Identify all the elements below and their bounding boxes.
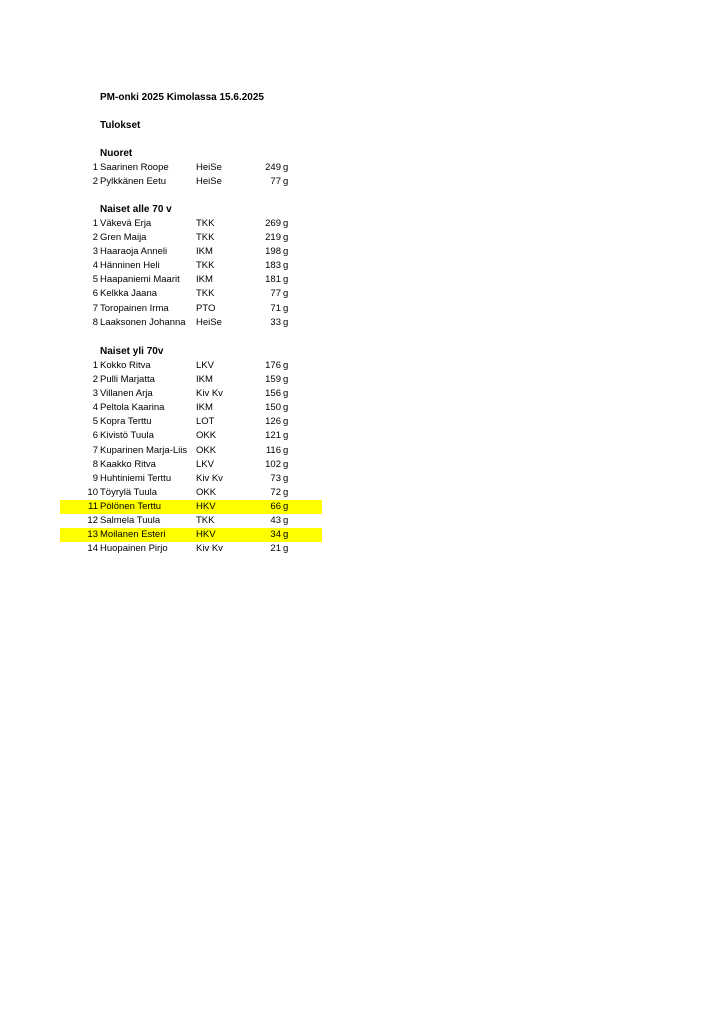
- rank-cell: 6: [92, 430, 98, 442]
- club-cell: TKK: [196, 218, 215, 229]
- name-cell: Salmela Tuula: [100, 515, 161, 527]
- club-cell: HKV: [196, 500, 216, 512]
- club-cell: TKK: [196, 515, 215, 527]
- weight-cell: 77: [270, 288, 281, 300]
- weight-cell: 126: [265, 416, 281, 428]
- unit-cell: g: [283, 176, 289, 188]
- name-cell: Töyrylä Tuula: [100, 486, 158, 498]
- document-title: PM-onki 2025 Kimolassa 15.6.2025: [100, 92, 264, 103]
- weight-cell: 116: [265, 444, 281, 456]
- rank-cell: 5: [92, 274, 98, 286]
- unit-cell: g: [283, 444, 289, 456]
- name-cell: Huopainen Pirjo: [100, 543, 168, 555]
- name-cell: Kelkka Jaana: [100, 288, 158, 300]
- rank-cell: 9: [92, 472, 98, 484]
- result-row: [60, 245, 322, 259]
- rank-cell: 3: [92, 388, 98, 400]
- club-cell: PTO: [196, 302, 216, 314]
- rank-cell: 4: [92, 260, 98, 272]
- name-cell: Kaakko Ritva: [100, 458, 156, 470]
- unit-cell: g: [283, 246, 289, 258]
- club-cell: Kiv Kv: [196, 472, 223, 484]
- rank-cell: 1: [92, 162, 98, 173]
- name-cell: Kopra Terttu: [100, 416, 152, 428]
- rank-cell: 10: [87, 486, 98, 498]
- weight-cell: 72: [270, 486, 281, 498]
- club-cell: TKK: [196, 232, 215, 244]
- rank-cell: 3: [92, 246, 98, 258]
- unit-cell: g: [283, 430, 289, 442]
- weight-cell: 66: [270, 500, 281, 512]
- club-cell: IKM: [196, 274, 213, 286]
- result-row: [60, 514, 322, 528]
- results-list: [60, 161, 322, 189]
- weight-cell: 33: [270, 316, 281, 328]
- name-cell: Moilanen Esteri: [100, 529, 166, 541]
- weight-cell: 176: [265, 360, 281, 371]
- rank-cell: 7: [92, 302, 98, 314]
- unit-cell: g: [283, 543, 289, 555]
- rank-cell: 1: [92, 218, 98, 229]
- result-row: [60, 444, 322, 458]
- result-row-highlighted: [60, 500, 322, 514]
- name-cell: Pulli Marjatta: [100, 374, 155, 386]
- weight-cell: 77: [270, 176, 281, 188]
- name-cell: Kuparinen Marja-Liis: [100, 444, 188, 456]
- rank-cell: 7: [92, 444, 98, 456]
- unit-cell: g: [283, 360, 289, 371]
- weight-cell: 34: [270, 529, 281, 541]
- club-cell: OKK: [196, 486, 217, 498]
- result-row: [60, 415, 322, 429]
- weight-cell: 159: [265, 374, 281, 386]
- weight-cell: 43: [270, 515, 281, 527]
- weight-cell: 73: [270, 472, 281, 484]
- club-cell: OKK: [196, 444, 217, 456]
- rank-cell: 5: [92, 416, 98, 428]
- results-list: [60, 217, 322, 330]
- unit-cell: g: [283, 232, 289, 244]
- name-cell: Haapaniemi Maarit: [100, 274, 180, 286]
- unit-cell: g: [283, 500, 289, 512]
- section-nuoret: [60, 147, 322, 189]
- weight-cell: 102: [265, 458, 281, 470]
- name-cell: Kokko Ritva: [100, 360, 151, 371]
- rank-cell: 1: [92, 360, 98, 371]
- result-row: [60, 287, 322, 301]
- result-row: [60, 472, 322, 486]
- name-cell: Haaraoja Anneli: [100, 246, 168, 258]
- name-cell: Huhtiniemi Terttu: [100, 472, 172, 484]
- section-heading: Nuoret: [100, 148, 133, 159]
- rank-cell: 8: [92, 316, 98, 328]
- unit-cell: g: [283, 388, 289, 400]
- result-row: [60, 161, 322, 175]
- unit-cell: g: [283, 458, 289, 470]
- rank-cell: 4: [92, 402, 98, 414]
- result-row: [60, 316, 322, 330]
- unit-cell: g: [283, 402, 289, 414]
- weight-cell: 181: [265, 274, 281, 286]
- name-cell: Pylkkänen Eetu: [100, 176, 167, 188]
- unit-cell: g: [283, 260, 289, 272]
- rank-cell: 2: [92, 176, 98, 188]
- club-cell: Kiv Kv: [196, 388, 223, 400]
- club-cell: HeiSe: [196, 162, 222, 173]
- result-row-highlighted: [60, 528, 322, 542]
- result-row: [60, 373, 322, 387]
- name-cell: Laaksonen Johanna: [100, 316, 186, 328]
- result-row: [60, 486, 322, 500]
- rank-cell: 11: [88, 500, 98, 512]
- weight-cell: 121: [265, 430, 281, 442]
- result-row: [60, 259, 322, 273]
- unit-cell: g: [283, 374, 289, 386]
- name-cell: Saarinen Roope: [100, 162, 169, 173]
- unit-cell: g: [283, 302, 289, 314]
- club-cell: LKV: [196, 458, 214, 470]
- name-cell: Väkevä Erja: [100, 218, 152, 229]
- result-row: [60, 458, 322, 472]
- club-cell: LOT: [196, 416, 215, 428]
- weight-cell: 156: [265, 388, 281, 400]
- section-heading: Naiset yli 70v: [100, 346, 164, 357]
- result-row: [60, 359, 322, 373]
- rank-cell: 8: [92, 458, 98, 470]
- result-row: [60, 387, 322, 401]
- name-cell: Peltola Kaarina: [100, 402, 165, 414]
- section-naiset-alle-70: [60, 203, 322, 330]
- name-cell: Toropainen Irma: [100, 302, 169, 314]
- unit-cell: g: [283, 218, 289, 229]
- weight-cell: 249: [265, 162, 281, 173]
- results-list: [60, 359, 322, 556]
- club-cell: LKV: [196, 360, 214, 371]
- rank-cell: 2: [92, 232, 98, 244]
- weight-cell: 21: [270, 543, 281, 555]
- result-row: [60, 542, 322, 556]
- unit-cell: g: [283, 529, 289, 541]
- result-row: [60, 273, 322, 287]
- weight-cell: 183: [265, 260, 281, 272]
- club-cell: IKM: [196, 402, 213, 414]
- weight-cell: 198: [265, 246, 281, 258]
- weight-cell: 150: [265, 402, 281, 414]
- club-cell: HeiSe: [196, 176, 222, 188]
- unit-cell: g: [283, 515, 289, 527]
- result-row: [60, 302, 322, 316]
- document-subtitle: Tulokset: [100, 120, 141, 131]
- rank-cell: 2: [92, 374, 98, 386]
- club-cell: TKK: [196, 260, 215, 272]
- club-cell: IKM: [196, 246, 213, 258]
- rank-cell: 14: [87, 543, 98, 555]
- unit-cell: g: [283, 288, 289, 300]
- unit-cell: g: [283, 316, 289, 328]
- result-row: [60, 231, 322, 245]
- rank-cell: 13: [87, 529, 98, 541]
- name-cell: Gren Maija: [100, 232, 147, 244]
- weight-cell: 269: [265, 218, 281, 229]
- club-cell: Kiv Kv: [196, 543, 223, 555]
- club-cell: IKM: [196, 374, 213, 386]
- unit-cell: g: [283, 416, 289, 428]
- club-cell: HeiSe: [196, 316, 222, 328]
- club-cell: HKV: [196, 529, 216, 541]
- club-cell: TKK: [196, 288, 215, 300]
- result-row: [60, 217, 322, 231]
- weight-cell: 219: [265, 232, 281, 244]
- result-row: [60, 429, 322, 443]
- result-row: [60, 175, 322, 189]
- unit-cell: g: [283, 472, 289, 484]
- section-heading: Naiset alle 70 v: [100, 204, 172, 215]
- weight-cell: 71: [270, 302, 281, 314]
- name-cell: Hänninen Heli: [100, 260, 160, 272]
- name-cell: Kivistö Tuula: [100, 430, 154, 442]
- section-naiset-yli-70: [60, 345, 322, 556]
- unit-cell: g: [283, 486, 289, 498]
- unit-cell: g: [283, 162, 289, 173]
- unit-cell: g: [283, 274, 289, 286]
- rank-cell: 6: [92, 288, 98, 300]
- name-cell: Villanen Arja: [100, 388, 153, 400]
- name-cell: Pölönen Terttu: [100, 500, 162, 512]
- rank-cell: 12: [87, 515, 98, 527]
- club-cell: OKK: [196, 430, 217, 442]
- result-row: [60, 401, 322, 415]
